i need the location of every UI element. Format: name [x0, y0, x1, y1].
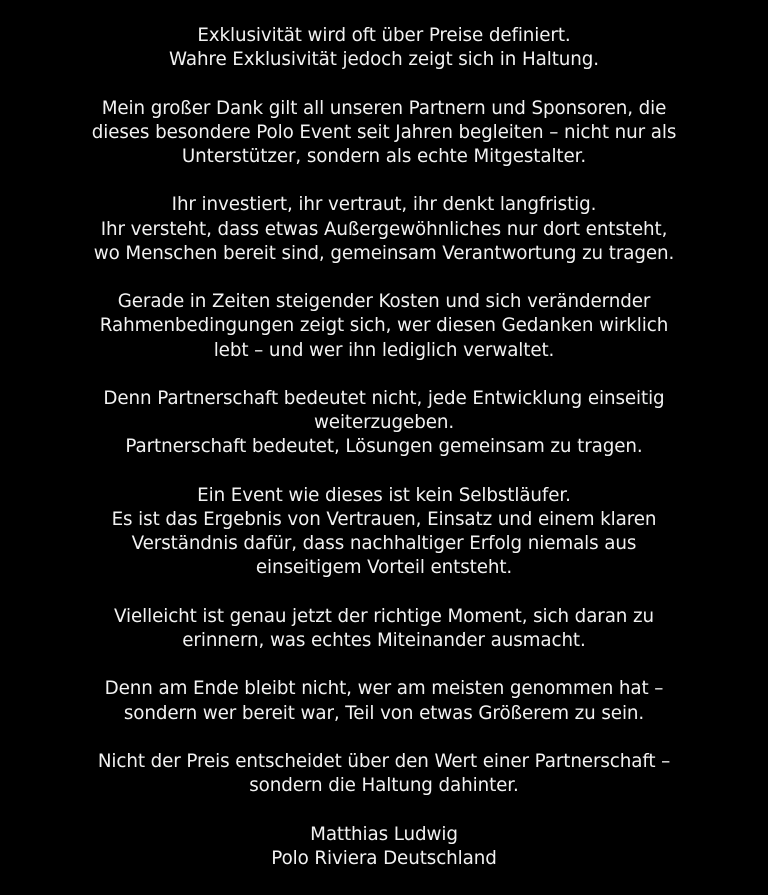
text-line: Denn am Ende bleibt nicht, wer am meisten genommen hat – — [104, 678, 664, 700]
text-line: Unterstützer, sondern als echte Mitgestalter. — [181, 146, 587, 167]
text-line: Rahmenbedingungen zeigt sich, wer diesen Gedanken wirklich — [99, 315, 669, 337]
paragraph-2 — [24, 97, 744, 170]
text-line: erinnern, was echtes Miteinander ausmacht. — [182, 629, 586, 651]
text-line: sondern wer bereit war, Teil von etwas Größerem zu sein. — [123, 702, 645, 724]
text-line: wo Menschen bereit sind, gemeinsam Verantwortung zu tragen. — [93, 242, 675, 264]
text-line: Partnerschaft bedeutet, Lösungen gemeinsam zu tragen. — [125, 436, 643, 458]
paragraph-3 — [24, 193, 744, 266]
text-line: einseitigem Vorteil entsteht. — [255, 557, 513, 579]
signature-organization: Polo Riviera Deutschland — [271, 847, 497, 869]
text-line: Denn Partnerschaft bedeutet nicht, jede Entwicklung einseitig — [103, 387, 665, 409]
paragraph-4 — [24, 290, 744, 363]
text-line: Ein Event wie dieses ist kein Selbstläufer. — [197, 484, 571, 506]
text-line: Mein großer Dank gilt all unseren Partnern und Sponsoren, die — [101, 97, 667, 119]
signature-name: Matthias Ludwig — [310, 823, 458, 845]
text-line: lebt – und wer ihn lediglich verwaltet. — [213, 339, 555, 361]
text-line: Exklusivität wird oft über Preise definiert. — [197, 25, 571, 46]
text-line: dieses besondere Polo Event seit Jahren begleiten – nicht nur als — [91, 121, 677, 143]
paragraph-5 — [24, 387, 744, 460]
text-line: Es ist das Ergebnis von Vertrauen, Einsatz und einem klaren — [111, 508, 657, 530]
text-line: Vielleicht ist genau jetzt der richtige Moment, sich daran zu — [114, 605, 654, 627]
paragraph-8 — [24, 677, 744, 725]
text-line: Nicht der Preis entscheidet über den Wert einer Partnerschaft – — [97, 750, 671, 772]
paragraph-1 — [24, 24, 744, 72]
signature-block — [24, 823, 744, 871]
letter-text — [0, 24, 768, 895]
paragraph-9 — [24, 750, 744, 798]
paragraph-6 — [24, 484, 744, 581]
text-line: Ihr versteht, dass etwas Außergewöhnliches nur dort entsteht, — [100, 218, 668, 240]
text-line: weiterzugeben. — [313, 412, 455, 434]
text-line: Ihr investiert, ihr vertraut, ihr denkt langfristig. — [171, 194, 597, 216]
text-line: Wahre Exklusivität jedoch zeigt sich in Haltung. — [169, 49, 599, 71]
text-line: sondern die Haltung dahinter. — [249, 775, 519, 797]
text-line: Verständnis dafür, dass nachhaltiger Erfolg niemals aus — [131, 533, 637, 555]
text-line: Gerade in Zeiten steigender Kosten und sich verändernder — [117, 291, 651, 313]
paragraph-7 — [24, 605, 744, 653]
